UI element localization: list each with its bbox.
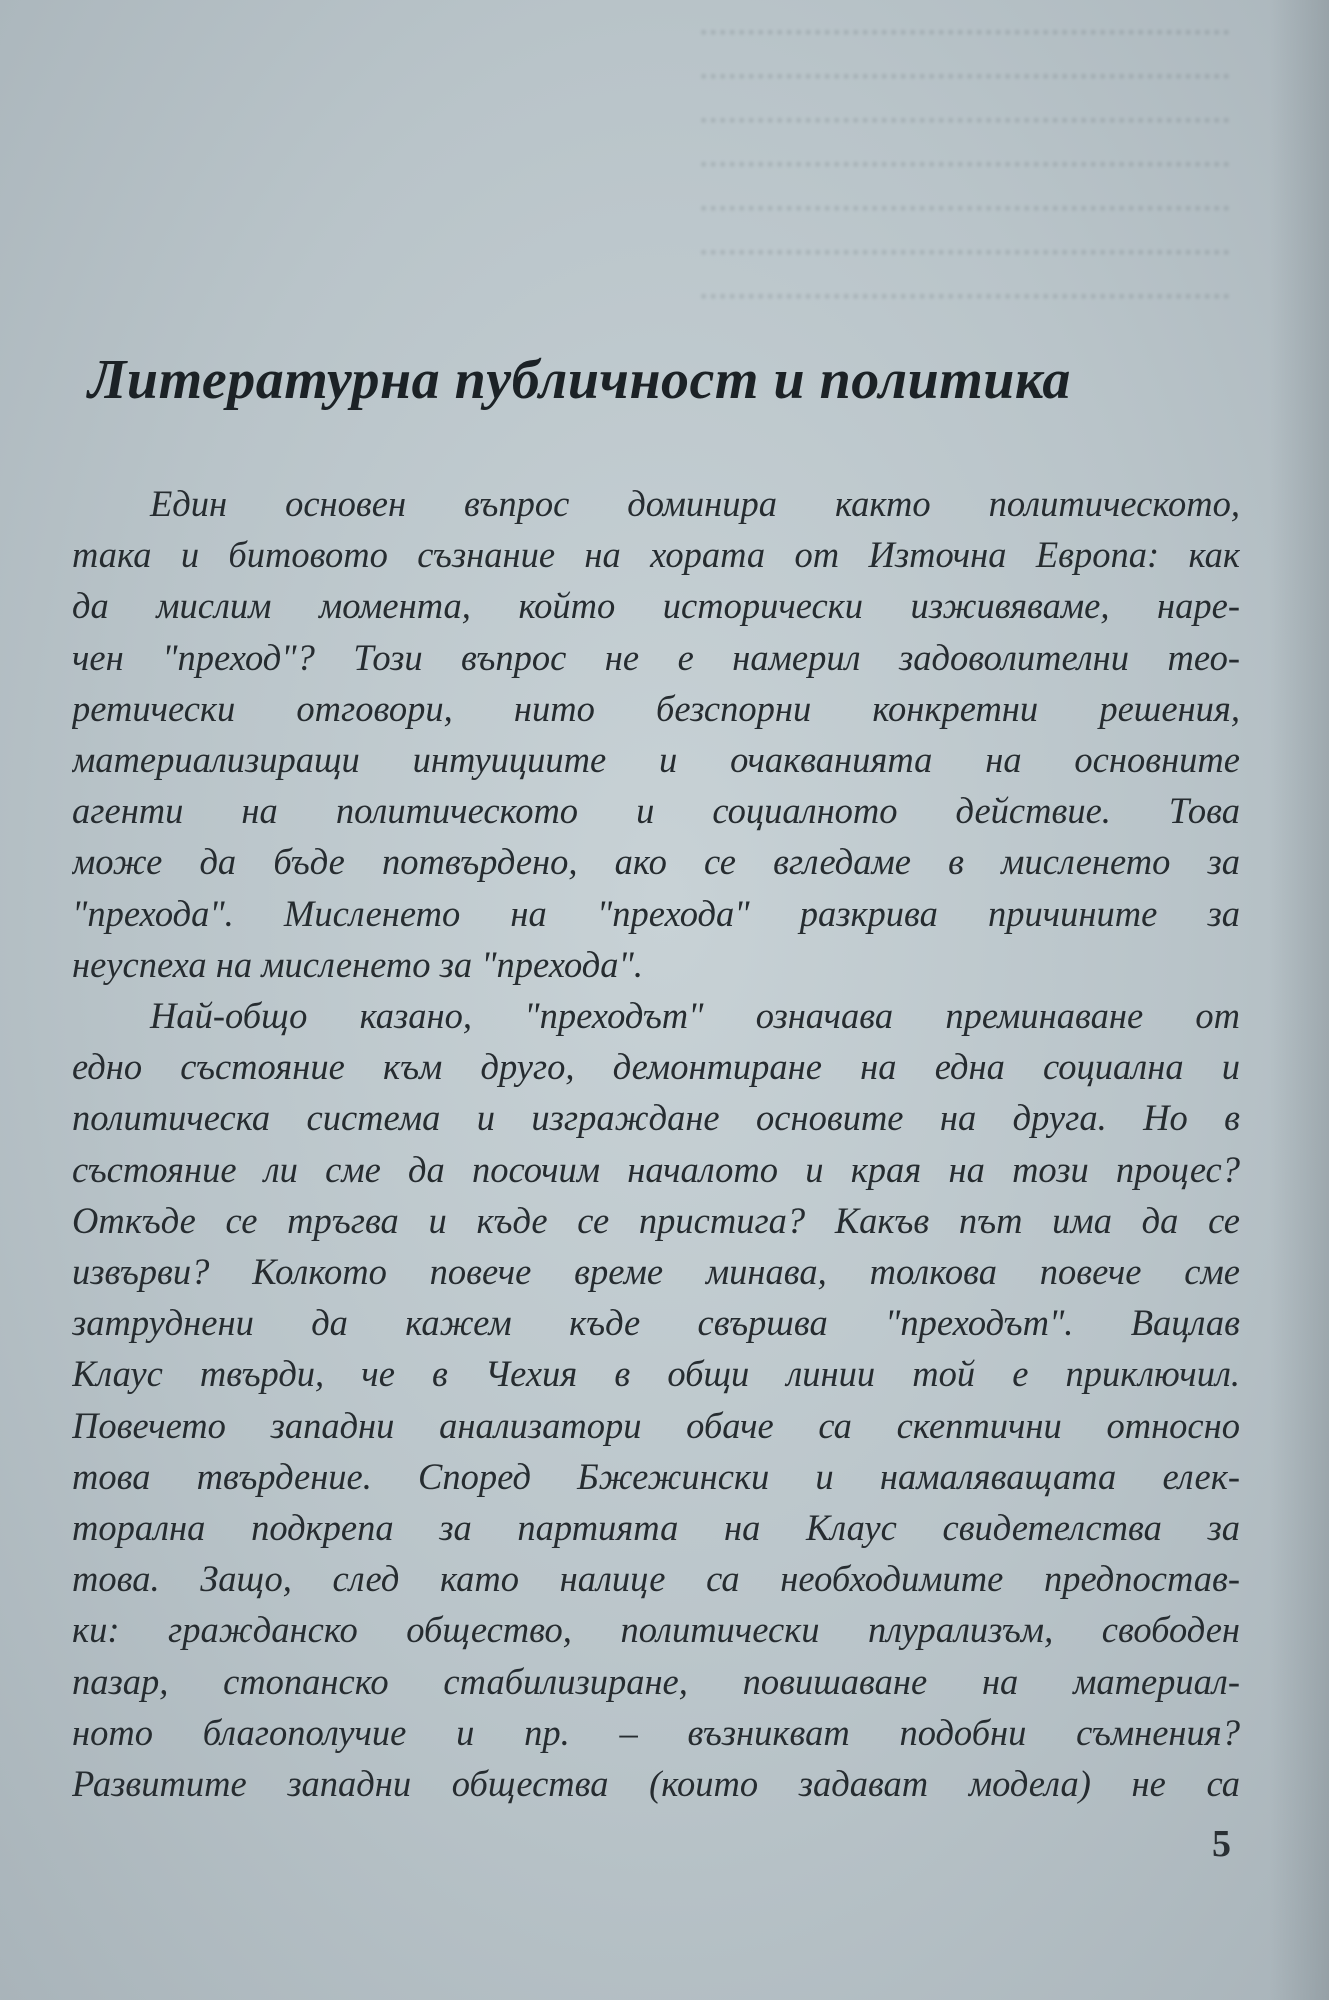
text-line: ретически отговори, нито безспорни конкретни решения, <box>72 687 1240 729</box>
text-line: затруднени да кажем къде свършва "преходът". Вацлав <box>72 1302 1240 1344</box>
text-line: това твърдение. Според Бжежински и намаляващата елек- <box>72 1455 1240 1497</box>
text-line: пазар, стопанско стабилизиране, повишаване на материал- <box>72 1660 1240 1702</box>
text-line: Най-общо казано, "преходът" означава преминаване от <box>150 995 1240 1037</box>
text-line: агенти на политическото и социалното действие. Това <box>72 790 1240 832</box>
text-line: Развитите западни общества (които задават модела) не са <box>72 1763 1240 1805</box>
text-line: така и битовото съзнание на хората от Източна Европа: как <box>72 534 1240 576</box>
text-line: да мислим момента, който исторически изживяваме, наре- <box>72 585 1240 627</box>
bleed-through-line: ........................................................ <box>698 133 1230 175</box>
text-line: може да бъде потвърдено, ако се вгледаме в мисленето за <box>72 841 1240 883</box>
text-line: състояние ли сме да посочим началото и края на този процес? <box>72 1148 1240 1190</box>
text-line: неуспеха на мисленето за "прехода". <box>72 943 643 985</box>
chapter-title: Литературна публичност и политика <box>88 349 1071 411</box>
text-line: Клаус твърди, че в Чехия в общи линии той е приключил. <box>72 1353 1240 1395</box>
bleed-through-line: ........................................................ <box>698 1 1230 43</box>
paragraph-1 <box>72 478 1240 990</box>
text-line: Повечето западни анализатори обаче са скептични относно <box>72 1404 1240 1446</box>
bleed-through-text <box>60 0 1230 340</box>
page-number: 5 <box>1212 1823 1231 1865</box>
text-line: материализиращи интуициите и очакванията на основните <box>72 739 1240 781</box>
page-edge-shadow <box>1269 0 1329 2000</box>
text-line: ното благополучие и пр. – възникват подобни съмнения? <box>72 1711 1240 1753</box>
bleed-through-line: ........................................................ <box>698 221 1230 263</box>
text-line: Един основен въпрос доминира както политическото, <box>150 483 1240 524</box>
text-line: торална подкрепа за партията на Клаус свидетелства за <box>72 1507 1240 1549</box>
bleed-through-line: ........................................................ <box>698 265 1230 307</box>
text-line: "прехода". Мисленето на "прехода" разкрива причините за <box>72 892 1240 934</box>
text-line: едно състояние към друго, демонтиране на една социална и <box>72 1046 1240 1088</box>
text-line: политическа система и изграждане основите на друга. Но в <box>72 1097 1240 1139</box>
paragraph-2 <box>72 990 1240 1809</box>
text-line: това. Защо, след като налице са необходимите предпостав- <box>72 1558 1240 1600</box>
bleed-through-line: ........................................................ <box>698 89 1230 131</box>
text-line: извърви? Колкото повече време минава, толкова повече сме <box>72 1251 1240 1293</box>
text-line: чен "преход"? Този въпрос не е намерил задоволителни тео- <box>72 636 1240 678</box>
body-text <box>72 478 1240 1809</box>
bleed-through-line: ........................................................ <box>698 177 1230 219</box>
text-line: ки: гражданско общество, политически плурализъм, свободен <box>72 1609 1240 1651</box>
bleed-through-line: ........................................................ <box>698 45 1230 87</box>
text-line: Откъде се тръгва и къде се пристига? Какъв път има да се <box>72 1199 1240 1241</box>
